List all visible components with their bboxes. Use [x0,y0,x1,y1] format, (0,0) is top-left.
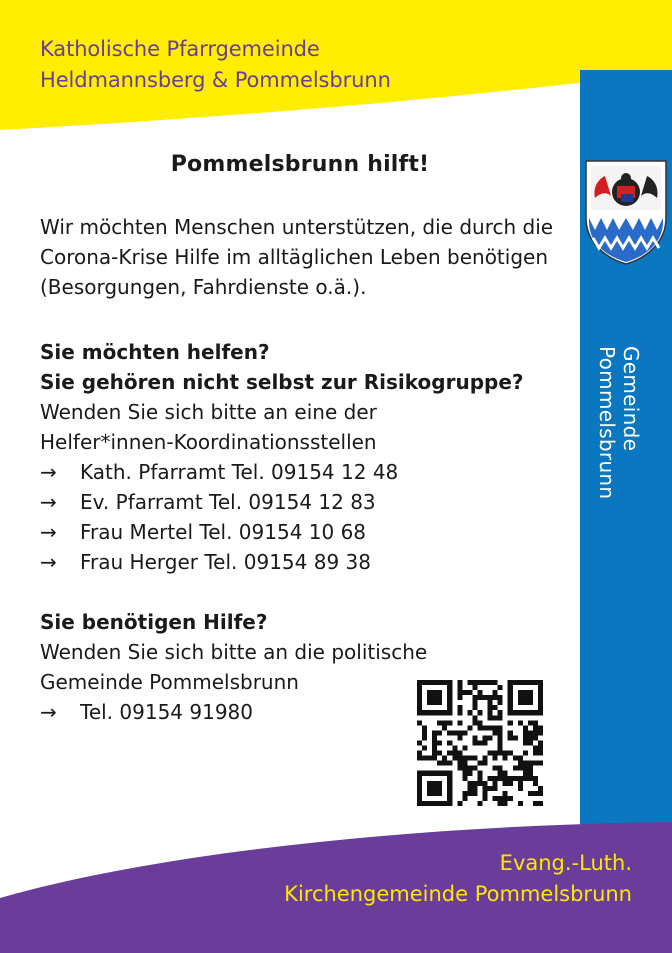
contact-item [40,460,398,484]
helper-text-2: Helfer*innen-Koordinationsstellen [40,430,377,454]
footer-line-1: Evang.-Luth. [499,851,632,875]
qr-code-icon[interactable] [416,680,544,806]
header-line-2: Heldmannsberg & Pommelsbrunn [40,68,391,92]
contact-text: Frau Mertel Tel. 09154 10 68 [80,520,367,544]
parish-header [40,34,391,96]
arrow-right-icon: → [40,550,57,574]
arrow-right-icon: → [40,520,57,544]
arrow-right-icon: → [40,700,57,724]
contact-item [40,490,376,514]
need-text-1: Wenden Sie sich bitte an die politische [40,640,428,664]
need-question: Sie benötigen Hilfe? [40,610,268,634]
helper-question-1: Sie möchten helfen? [40,340,270,364]
helper-text-1: Wenden Sie sich bitte an eine der [40,400,377,424]
intro-line: Corona-Krise Hilfe im alltäglichen Leben benötigen [40,245,548,269]
arrow-right-icon: → [40,460,57,484]
intro-line: (Besorgungen, Fahrdienste o.ä.). [40,275,367,299]
contact-text: Tel. 09154 91980 [80,700,253,724]
helper-question-2: Sie gehören nicht selbst zur Risikogruppe? [40,370,524,394]
contact-text: Kath. Pfarramt Tel. 09154 12 48 [80,460,399,484]
intro-line: Wir möchten Menschen unterstützen, die durch die [40,215,554,239]
protestant-footer [284,848,632,910]
vertical-municipality-label: Gemeinde Pommelsbrunn [595,346,643,500]
contact-item [40,550,371,574]
contact-item [40,520,366,544]
footer-line-2: Kirchengemeinde Pommelsbrunn [284,882,632,906]
arrow-right-icon: → [40,490,57,514]
contact-text: Frau Herger Tel. 09154 89 38 [80,550,371,574]
need-text-2: Gemeinde Pommelsbrunn [40,670,299,694]
header-line-1: Katholische Pfarrgemeinde [40,37,320,61]
need-contact [40,700,253,724]
contact-text: Ev. Pfarramt Tel. 09154 12 83 [80,490,376,514]
page-title: Pommelsbrunn hilft! [170,152,430,177]
